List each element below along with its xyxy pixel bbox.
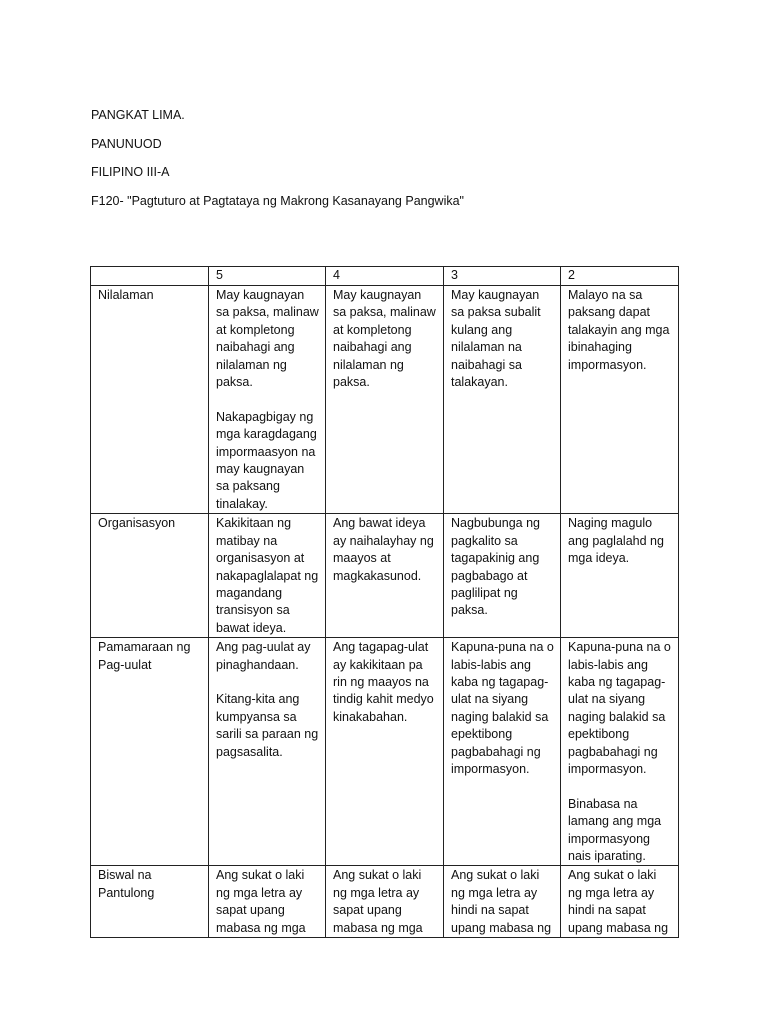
rubric-cell: Ang sukat o laki ng mga letra ay hindi na sapat upang mabasa ng <box>444 866 561 938</box>
table-row <box>91 638 679 866</box>
rubric-cell: Malayo na sa paksang dapat talakayin ang mga ibinahaging impormasyon. <box>561 286 679 514</box>
subject-title: F120- "Pagtuturo at Pagtataya ng Makrong Kasanayang Pangwika" <box>91 194 464 208</box>
rubric-cell: Ang pag-uulat ay pinaghandaan. Kitang-kita ang kumpyansa sa sarili sa paraan ng pagsasalita. <box>209 638 326 866</box>
table-row <box>91 286 679 514</box>
rubric-cell: Nagbubunga ng pagkalito sa tagapakinig ang pagbabago at paglilipat ng paksa. <box>444 514 561 638</box>
header-cell-score-5: 5 <box>209 267 326 286</box>
rubric-cell: Kakikitaan ng matibay na organisasyon at nakapaglalapat ng magandang transisyon sa bawat ideya. <box>209 514 326 638</box>
rubric-cell: Kapuna-puna na o labis-labis ang kaba ng tagapag-ulat na siyang naging balakid sa epektibong pagbabahagi ng impormasyon. <box>444 638 561 866</box>
course-name: FILIPINO III-A <box>91 165 170 179</box>
criterion-cell: Biswal na Pantulong <box>91 866 209 938</box>
group-name: PANGKAT LIMA. <box>91 108 185 122</box>
rubric-cell: Kapuna-puna na o labis-labis ang kaba ng tagapag-ulat na siyang naging balakid sa epektibong pagbabahagi ng impormasyon. Binabasa na lamang ang mga impormasyong nais iparating. <box>561 638 679 866</box>
criterion-cell: Organisasyon <box>91 514 209 638</box>
criterion-cell: Nilalaman <box>91 286 209 514</box>
rubric-table <box>90 266 679 938</box>
rubric-cell: May kaugnayan sa paksa, malinaw at kompletong naibahagi ang nilalaman ng paksa. Nakapagbigay ng mga karagdagang impormaasyon na may kaugnayan sa paksang tinalakay. <box>209 286 326 514</box>
criterion-cell: Pamamaraan ng Pag-uulat <box>91 638 209 866</box>
activity-title: PANUNUOD <box>91 137 162 151</box>
header-cell-score-2: 2 <box>561 267 679 286</box>
table-row <box>91 866 679 938</box>
rubric-header-row <box>91 267 679 286</box>
rubric-cell: May kaugnayan sa paksa subalit kulang ang nilalaman na naibahagi sa talakayan. <box>444 286 561 514</box>
rubric-cell: Ang sukat o laki ng mga letra ay sapat upang mabasa ng mga <box>326 866 444 938</box>
table-row <box>91 514 679 638</box>
header-cell-criterion <box>91 267 209 286</box>
rubric-cell: Ang sukat o laki ng mga letra ay hindi na sapat upang mabasa ng <box>561 866 679 938</box>
rubric-cell: May kaugnayan sa paksa, malinaw at kompletong naibahagi ang nilalaman ng paksa. <box>326 286 444 514</box>
header-cell-score-4: 4 <box>326 267 444 286</box>
rubric-cell: Ang tagapag-ulat ay kakikitaan pa rin ng maayos na tindig kahit medyo kinakabahan. <box>326 638 444 866</box>
header-cell-score-3: 3 <box>444 267 561 286</box>
rubric-cell: Ang sukat o laki ng mga letra ay sapat upang mabasa ng mga <box>209 866 326 938</box>
rubric-cell: Naging magulo ang paglalahd ng mga ideya. <box>561 514 679 638</box>
rubric-cell: Ang bawat ideya ay naihalayhay ng maayos at magkakasunod. <box>326 514 444 638</box>
